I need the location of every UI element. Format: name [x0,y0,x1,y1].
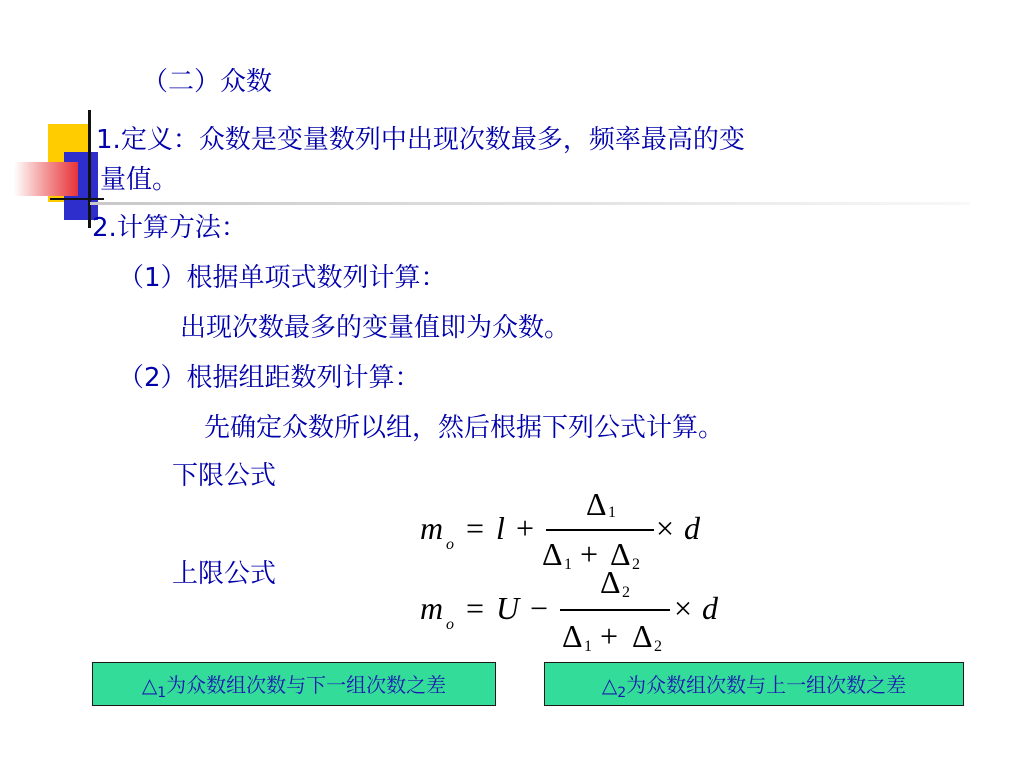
sub-item-1-label: （1）根据单项式数列计算： [118,263,447,293]
decor-title-rule [90,202,970,205]
formula-upper-den-a-sub: 1 [584,638,592,655]
upper-formula-label: 上限公式 [172,559,277,589]
section-heading: （二）众数 [142,67,273,97]
formula-lower-numerator: Δ [586,486,607,522]
sub-item-1-body: 出现次数最多的变量值即为众数。 [180,313,571,343]
formula-upper-times: × [674,590,693,626]
formula-lower-numerator-sub: 1 [608,504,616,521]
formula-lower-lhs-sub: o [446,536,454,553]
formula-upper-numerator: Δ [600,564,621,600]
note-box-delta-1 [92,662,496,706]
formula-upper-d: d [702,590,718,626]
formula-lower-eq: = [466,510,485,546]
formula-upper-op: − [530,590,549,626]
formula-upper-den-b: Δ [632,618,653,654]
definition-text-continued: 量值。 [100,165,179,195]
formula-lower-den-a-sub: 1 [564,556,572,573]
delta-1-description: 为众数组次数与下一组次数之差 [166,673,447,697]
definition-text: 定义：众数是变量数列中出现次数最多，频率最高的变 [120,125,745,155]
formula-upper-lhs-sub: o [446,616,454,633]
decor-vertical-line [88,110,91,228]
lower-formula-label: 下限公式 [172,461,277,491]
formula-lower-d: d [684,510,700,546]
formula-lower-times: × [656,510,675,546]
method-line [92,212,247,244]
formula-upper-lhs: m [420,590,444,626]
formula-lower-den-b: Δ [610,536,631,572]
formula-upper-den-b-sub: 2 [654,638,662,655]
formula-lower-den-op: + [580,536,599,572]
sub-item-2-label: （2）根据组距数列计算： [118,363,421,393]
definition-line [96,124,745,156]
formula-upper-fraction-line [560,609,670,611]
formula-lower-den-a: Δ [542,536,563,572]
upper-limit-formula [420,564,730,664]
formula-lower-term: l [496,510,505,546]
formula-lower-fraction-line [546,529,654,531]
formula-lower-op: + [516,510,535,546]
formula-upper-den-a: Δ [562,618,583,654]
delta-2-description: 为众数组次数与上一组次数之差 [626,673,907,697]
formula-upper-numerator-sub: 2 [622,584,630,601]
delta-2-subscript: 2 [617,685,627,701]
formula-lower-den-b-sub: 2 [632,556,640,573]
formula-upper-eq: = [466,590,485,626]
decor-red-gradient-bar [14,162,78,196]
delta-2-symbol: △ [601,673,618,697]
delta-1-subscript: 1 [157,685,167,701]
formula-lower-lhs: m [420,510,444,546]
method-number: 2. [92,213,117,243]
sub-item-2-body: 先确定众数所以组，然后根据下列公式计算。 [204,413,725,443]
definition-number: 1. [96,125,121,155]
formula-upper-term: U [496,590,520,626]
note-box-delta-2 [544,662,964,706]
formula-upper-den-op: + [600,618,619,654]
method-text: 计算方法： [116,213,247,243]
decor-horizontal-line [50,198,104,200]
delta-1-symbol: △ [141,673,158,697]
